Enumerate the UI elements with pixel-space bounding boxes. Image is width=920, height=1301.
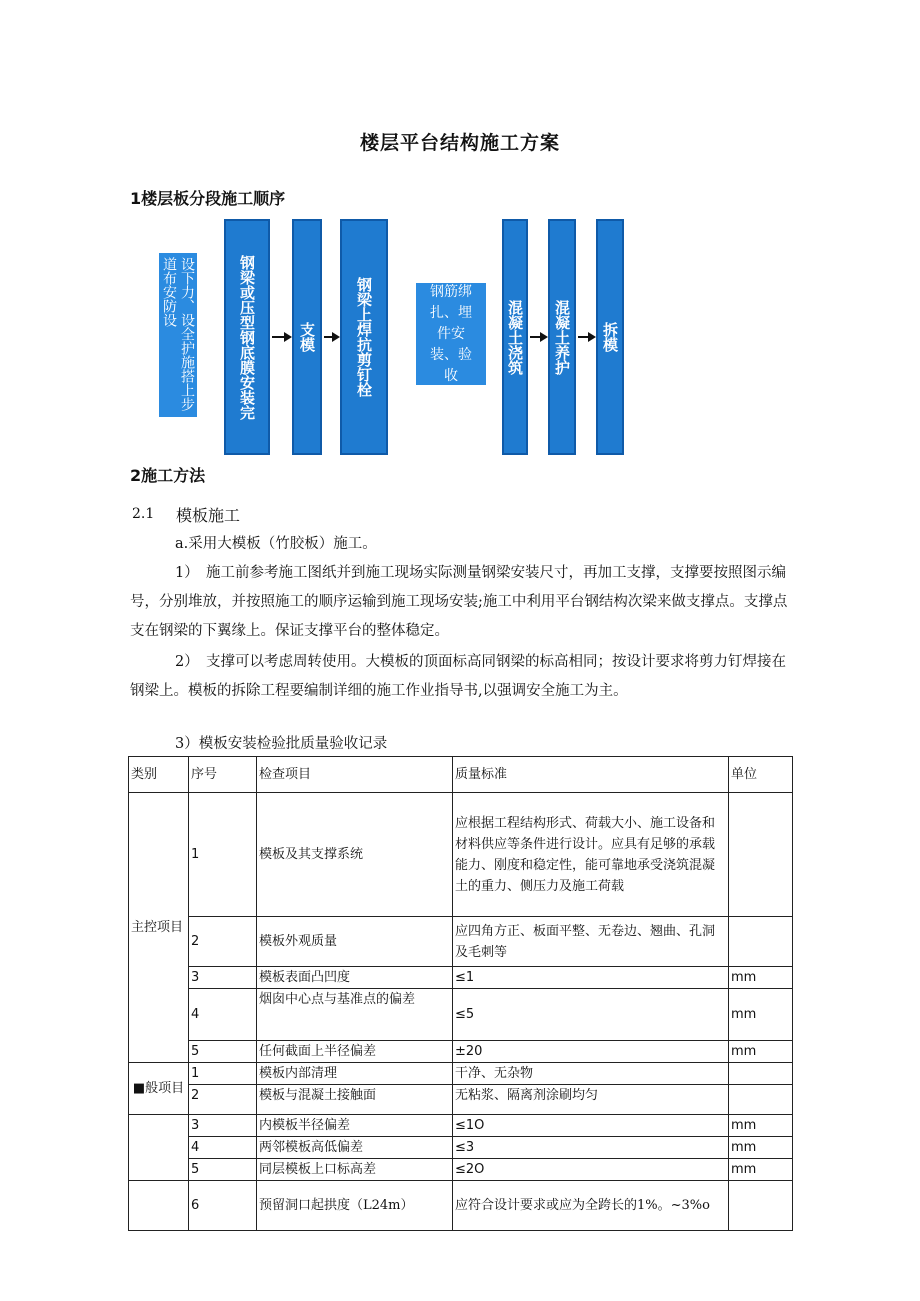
cell-no: 3 — [189, 1115, 257, 1137]
flow-box-pouring: 混凝土浇筑 — [502, 219, 528, 455]
cell-no: 1 — [189, 1063, 257, 1085]
cell-item: 预留洞口起拱度（L24m） — [257, 1181, 453, 1231]
cell-std: 应根据工程结构形式、荷载大小、施工设备和材料供应等条件进行设计。应具有足够的承载能力、刚度和稳定性，能可靠地承受浇筑混凝土的重力、侧压力及施工荷载 — [453, 793, 729, 917]
table-row — [129, 989, 793, 1041]
cell-std: ≤3 — [453, 1137, 729, 1159]
cell-std: 干净、无杂物 — [453, 1063, 729, 1085]
category-empty — [129, 1115, 189, 1181]
flow-box-curing: 混凝土养护 — [548, 219, 576, 455]
table-row — [129, 917, 793, 967]
cell-item: 任何截面上半径偏差 — [257, 1041, 453, 1063]
table-header: 质量标准 — [453, 757, 729, 793]
paragraph-1: 1） 施工前参考施工图纸并到施工现场实际测量钢梁安装尺寸，再加工支撑，支撑要按照图示编号，分别堆放，并按照施工的顺序运输到施工现场安装;施工中利用平台钢结构次梁来做支撑点。支撑点支在钢梁的下翼缘上。保证支撑平台的整体稳定。 — [130, 565, 788, 639]
cell-no: 5 — [189, 1041, 257, 1063]
paragraph-3: 3）模板安装检验批质量验收记录 — [175, 736, 388, 752]
cell-std: ≤1 — [453, 967, 729, 989]
flow-arrow-3 — [530, 336, 546, 338]
construction-flowchart — [0, 0, 920, 470]
category-general: ■般项目 — [129, 1063, 189, 1115]
cell-unit — [729, 917, 793, 967]
flow-box-steel-beam: 钢梁或压型钢底膜安装完 — [224, 219, 270, 455]
cell-unit — [729, 793, 793, 917]
cell-std: ≤2O — [453, 1159, 729, 1181]
table-row — [129, 793, 793, 917]
cell-no: 2 — [189, 917, 257, 967]
cell-unit: mm — [729, 967, 793, 989]
cell-no: 1 — [189, 793, 257, 917]
table-header-row — [129, 757, 793, 793]
cell-item: 模板及其支撑系统 — [257, 793, 453, 917]
cell-item: 两邻模板高低偏差 — [257, 1137, 453, 1159]
cell-unit: mm — [729, 1115, 793, 1137]
table-header: 类别 — [129, 757, 189, 793]
cell-no: 4 — [189, 989, 257, 1041]
table-row — [129, 1159, 793, 1181]
flow-arrow-4 — [578, 336, 594, 338]
flow-arrow-2 — [324, 336, 338, 338]
cell-std: 应符合设计要求或应为全跨长的1%。~3%o — [453, 1181, 729, 1231]
cell-no: 4 — [189, 1137, 257, 1159]
cell-item: 烟囱中心点与基准点的偏差 — [257, 989, 453, 1041]
cell-no: 3 — [189, 967, 257, 989]
cell-item: 模板表面凸凹度 — [257, 967, 453, 989]
table-header: 单位 — [729, 757, 793, 793]
page-title: 楼层平台结构施工方案 — [359, 132, 560, 154]
cell-unit — [729, 1085, 793, 1115]
paragraph-a: a.采用大模板（竹胶板）施工。 — [175, 536, 377, 552]
table-row — [129, 1063, 793, 1085]
flow-side-line-5: 收 — [444, 367, 458, 384]
cell-unit: mm — [729, 1137, 793, 1159]
table-row — [129, 1137, 793, 1159]
cell-std: ±20 — [453, 1041, 729, 1063]
cell-unit: mm — [729, 1159, 793, 1181]
flow-arrow-1 — [272, 336, 290, 338]
subsection-title: 模板施工 — [176, 506, 241, 525]
flow-side-line-1: 钢筋绑 — [430, 283, 472, 300]
table-header: 检查项目 — [257, 757, 453, 793]
cell-unit: mm — [729, 989, 793, 1041]
cell-unit: mm — [729, 1041, 793, 1063]
flow-box-shear-studs: 钢梁上焊抗剪钉栓 — [340, 219, 388, 455]
cell-no: 2 — [189, 1085, 257, 1115]
paragraph-2: 2） 支撑可以考虑周转使用。大模板的顶面标高同钢梁的标高相同；按设计要求将剪力钉焊接在钢梁上。模板的拆除工程要编制详细的施工作业指导书,以强调安全施工为主。 — [130, 654, 786, 699]
category-main: 主控项目 — [129, 793, 189, 1063]
cell-std: 无粘浆、隔离剂涂刷均匀 — [453, 1085, 729, 1115]
table-row — [129, 967, 793, 989]
flow-box-formwork: 支模 — [292, 219, 322, 455]
section-2-heading: 2施工方法 — [130, 466, 206, 485]
flow-box-demold: 拆模 — [596, 219, 624, 455]
cell-item: 模板外观质量 — [257, 917, 453, 967]
flow-side-line-4: 装、验 — [430, 346, 472, 363]
cell-item: 同层模板上口标高差 — [257, 1159, 453, 1181]
flow-prep-box: 设下力、设全护施搭上步道布安防设 — [159, 253, 197, 417]
cell-std: ≤5 — [453, 989, 729, 1041]
cell-std: 应四角方正、板面平整、无卷边、翘曲、孔洞及毛刺等 — [453, 917, 729, 967]
section-1-heading: 1楼层板分段施工顺序 — [130, 189, 286, 208]
cell-item: 内模板半径偏差 — [257, 1115, 453, 1137]
cell-no: 6 — [189, 1181, 257, 1231]
table-row — [129, 1041, 793, 1063]
inspection-table — [128, 756, 793, 1231]
table-row — [129, 1085, 793, 1115]
cell-no: 5 — [189, 1159, 257, 1181]
table-row — [129, 1181, 793, 1231]
table-row — [129, 1115, 793, 1137]
table-header: 序号 — [189, 757, 257, 793]
cell-item: 模板与混凝土接触面 — [257, 1085, 453, 1115]
cell-item: 模板内部清理 — [257, 1063, 453, 1085]
cell-unit — [729, 1181, 793, 1231]
flow-side-line-3: 件安 — [437, 325, 465, 342]
cell-std: ≤1O — [453, 1115, 729, 1137]
flow-side-line-2: 扎、埋 — [430, 304, 472, 321]
flow-side-box — [416, 283, 486, 385]
subsection-number: 2.1 — [132, 506, 155, 522]
category-empty — [129, 1181, 189, 1231]
cell-unit — [729, 1063, 793, 1085]
